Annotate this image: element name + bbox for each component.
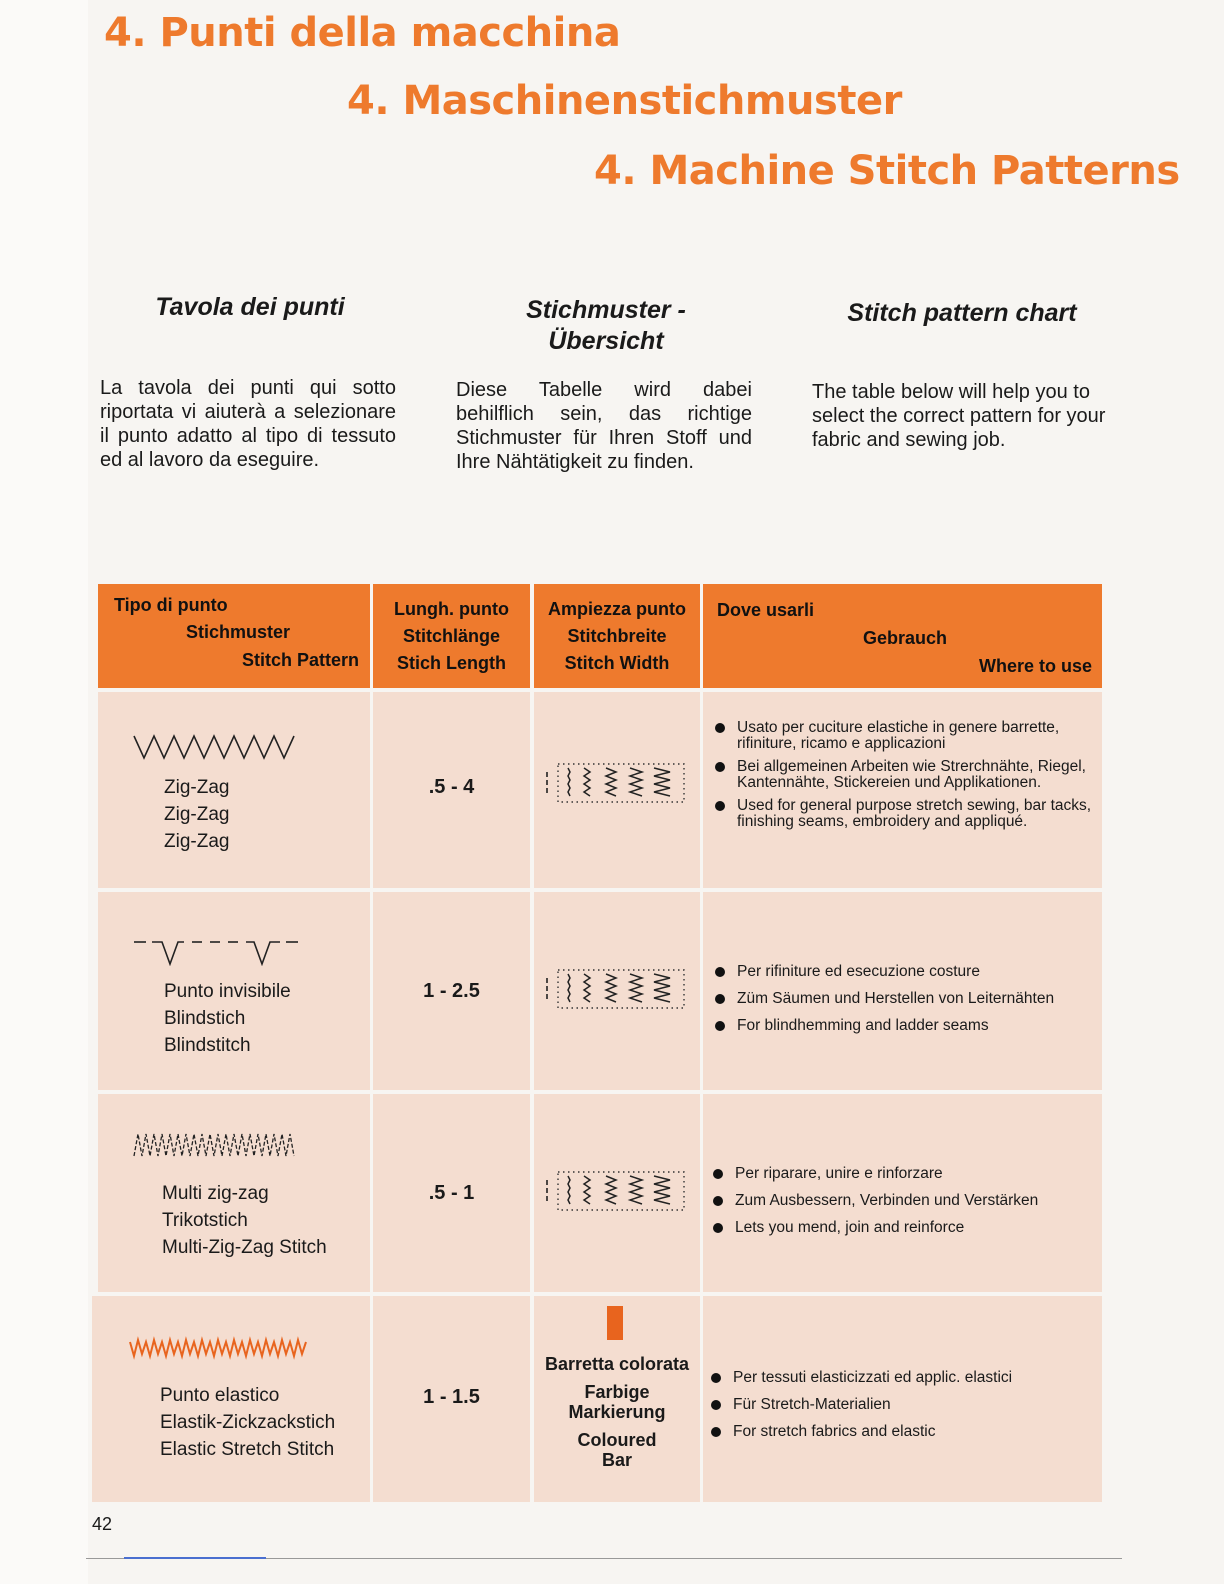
intro-german: Diese Tabelle wird dabei behilflich sein, das richtige Stichmuster für Ihren Stoff und Ihre Nähtätigkeit zu finden.	[456, 379, 752, 473]
intro-italian: La tavola dei punti qui sotto riportata vi aiuterà a selezionare il punto adatto al tipo di tessuto ed al lavoro da eseguire.	[100, 377, 396, 471]
list-item	[715, 720, 1093, 752]
heading-english: Stitch pattern chart	[847, 299, 1077, 327]
list-item	[713, 1193, 1091, 1209]
row3-length-cell	[373, 1094, 530, 1292]
row1-name-en: Zig-Zag	[164, 831, 230, 852]
row4-width-de1: Farbige	[584, 1382, 650, 1402]
row3-use-de: Zum Ausbessern, Verbinden und Verstärken	[735, 1192, 1039, 1209]
row3-pattern-cell	[98, 1094, 370, 1292]
header-where-to-use	[703, 584, 1102, 688]
heading-german	[456, 295, 756, 357]
row2-pattern-cell	[98, 892, 370, 1090]
row1-use-cell	[703, 692, 1102, 888]
row2-length: 1 - 2.5	[423, 980, 480, 1002]
page-number: 42	[92, 1514, 113, 1534]
header-length-it: Lungh. punto	[394, 598, 509, 619]
list-item	[713, 1220, 1091, 1236]
bullet-icon	[711, 1400, 721, 1410]
header-pattern-en: Stitch Pattern	[242, 650, 360, 670]
row1-name-de: Zig-Zag	[164, 804, 230, 825]
row1-length: .5 - 4	[428, 776, 475, 798]
header-stitch-length	[373, 584, 530, 688]
colored-bar-marker	[607, 1306, 623, 1340]
list-item	[713, 1166, 1091, 1182]
row4-width-it: Barretta colorata	[544, 1354, 690, 1374]
row2-use-it: Per rifiniture ed esecuzione costure	[737, 963, 980, 980]
row4-width-en2: Bar	[601, 1450, 632, 1470]
row2-name-de: Blindstich	[164, 1008, 246, 1029]
row4-name-de: Elastik-Zickzackstich	[160, 1412, 336, 1433]
row1-use-list	[715, 720, 1093, 837]
stitch-width-scale-icon	[544, 966, 694, 1014]
row2-length-cell	[373, 892, 530, 1090]
header-stitch-pattern	[98, 584, 370, 688]
stitch-width-scale-icon	[544, 1168, 694, 1216]
page-margin	[0, 0, 88, 1584]
row4-use-list	[711, 1370, 1095, 1451]
bullet-icon	[715, 801, 725, 811]
list-item	[715, 991, 1093, 1007]
bullet-icon	[715, 994, 725, 1004]
row3-use-it: Per riparare, unire e rinforzare	[735, 1165, 943, 1182]
header-use-it: Dove usarli	[717, 600, 815, 620]
intro-english: The table below will help you to select the correct pattern for your fabric and sewing job.	[812, 381, 1106, 451]
header-pattern-de: Stichmuster	[186, 622, 291, 642]
row3-use-cell	[703, 1094, 1102, 1292]
row3-name-de: Trikotstich	[162, 1210, 248, 1231]
row3-use-en: Lets you mend, join and reinforce	[735, 1219, 965, 1236]
stitch-width-scale-icon	[544, 760, 694, 808]
row1-name-it: Zig-Zag	[164, 777, 230, 798]
title-german: 4. Maschinenstichmuster	[347, 78, 902, 124]
row2-name-it: Punto invisibile	[164, 981, 291, 1002]
row2-use-cell	[703, 892, 1102, 1090]
list-item	[715, 798, 1093, 830]
row4-use-cell	[703, 1296, 1102, 1502]
heading-german-line1: Stichmuster -	[526, 296, 686, 324]
header-use-de: Gebrauch	[863, 628, 948, 648]
bullet-icon	[715, 762, 725, 772]
row1-pattern-cell	[98, 692, 370, 888]
bullet-icon	[715, 723, 725, 733]
row3-name-en: Multi-Zig-Zag Stitch	[162, 1237, 327, 1258]
row1-use-de: Bei allgemeinen Arbeiten wie Strerchnähte, Riegel, Kantennähte, Stickereien und Applikationen.	[737, 758, 1086, 791]
header-stitch-width	[534, 584, 700, 688]
row4-use-en: For stretch fabrics and elastic	[733, 1423, 936, 1440]
title-italian: 4. Punti della macchina	[104, 10, 621, 56]
row3-name-it: Multi zig-zag	[162, 1183, 269, 1204]
row4-width-en1: Coloured	[577, 1430, 657, 1450]
row2-use-list	[715, 964, 1093, 1045]
row4-width-cell	[534, 1296, 700, 1502]
bullet-icon	[713, 1169, 723, 1179]
row4-use-it: Per tessuti elasticizzati ed applic. elastici	[733, 1369, 1013, 1386]
row3-length: .5 - 1	[428, 1182, 475, 1204]
row4-pattern-cell	[92, 1296, 370, 1502]
list-item	[715, 1018, 1093, 1034]
list-item	[715, 964, 1093, 980]
row4-use-de: Für Stretch-Materialien	[733, 1396, 891, 1413]
row4-width-de2: Markierung	[568, 1402, 666, 1422]
row2-width-cell	[534, 892, 700, 1090]
list-item	[711, 1370, 1095, 1386]
row1-use-en: Used for general purpose stretch sewing, bar tacks, finishing seams, embroidery and appliqué.	[737, 797, 1092, 830]
blindstitch-icon	[132, 932, 304, 966]
row3-use-list	[713, 1166, 1091, 1247]
row1-use-it: Usato per cuciture elastiche in genere barrette, rifiniture, ricamo e applicazioni	[737, 719, 1060, 752]
bullet-icon	[713, 1223, 723, 1233]
bullet-icon	[713, 1196, 723, 1206]
row4-name-it: Punto elastico	[160, 1385, 280, 1406]
row2-use-en: For blindhemming and ladder seams	[737, 1017, 989, 1034]
list-item	[715, 759, 1093, 791]
bullet-icon	[711, 1373, 721, 1383]
bullet-icon	[715, 1021, 725, 1031]
header-width-it: Ampiezza punto	[548, 598, 686, 619]
row2-use-de: Züm Säumen und Herstellen von Leiternähten	[737, 990, 1055, 1007]
list-item	[711, 1397, 1095, 1413]
header-use-en: Where to use	[978, 656, 1092, 676]
elastic-stitch-icon	[128, 1332, 312, 1368]
header-pattern-it: Tipo di punto	[114, 595, 228, 615]
header-length-de: Stitchlänge	[402, 625, 500, 646]
row4-length: 1 - 1.5	[423, 1386, 480, 1408]
heading-italian: Tavola dei punti	[155, 293, 345, 321]
row3-width-cell	[534, 1094, 700, 1292]
heading-german-line2: Übersicht	[548, 327, 664, 355]
bottom-blue-rule	[124, 1557, 266, 1559]
header-length-en: Stich Length	[397, 652, 506, 673]
row4-name-en: Elastic Stretch Stitch	[160, 1439, 335, 1460]
list-item	[711, 1424, 1095, 1440]
row2-name-en: Blindstitch	[164, 1035, 251, 1056]
row4-length-cell	[373, 1296, 530, 1502]
row1-length-cell	[373, 692, 530, 888]
multi-zigzag-icon	[132, 1130, 296, 1162]
row1-width-cell	[534, 692, 700, 888]
header-width-de: Stitchbreite	[567, 625, 667, 646]
bullet-icon	[711, 1427, 721, 1437]
zigzag-stitch-icon	[132, 732, 302, 762]
header-width-en: Stitch Width	[564, 652, 670, 673]
title-english: 4. Machine Stitch Patterns	[594, 148, 1180, 194]
bullet-icon	[715, 967, 725, 977]
